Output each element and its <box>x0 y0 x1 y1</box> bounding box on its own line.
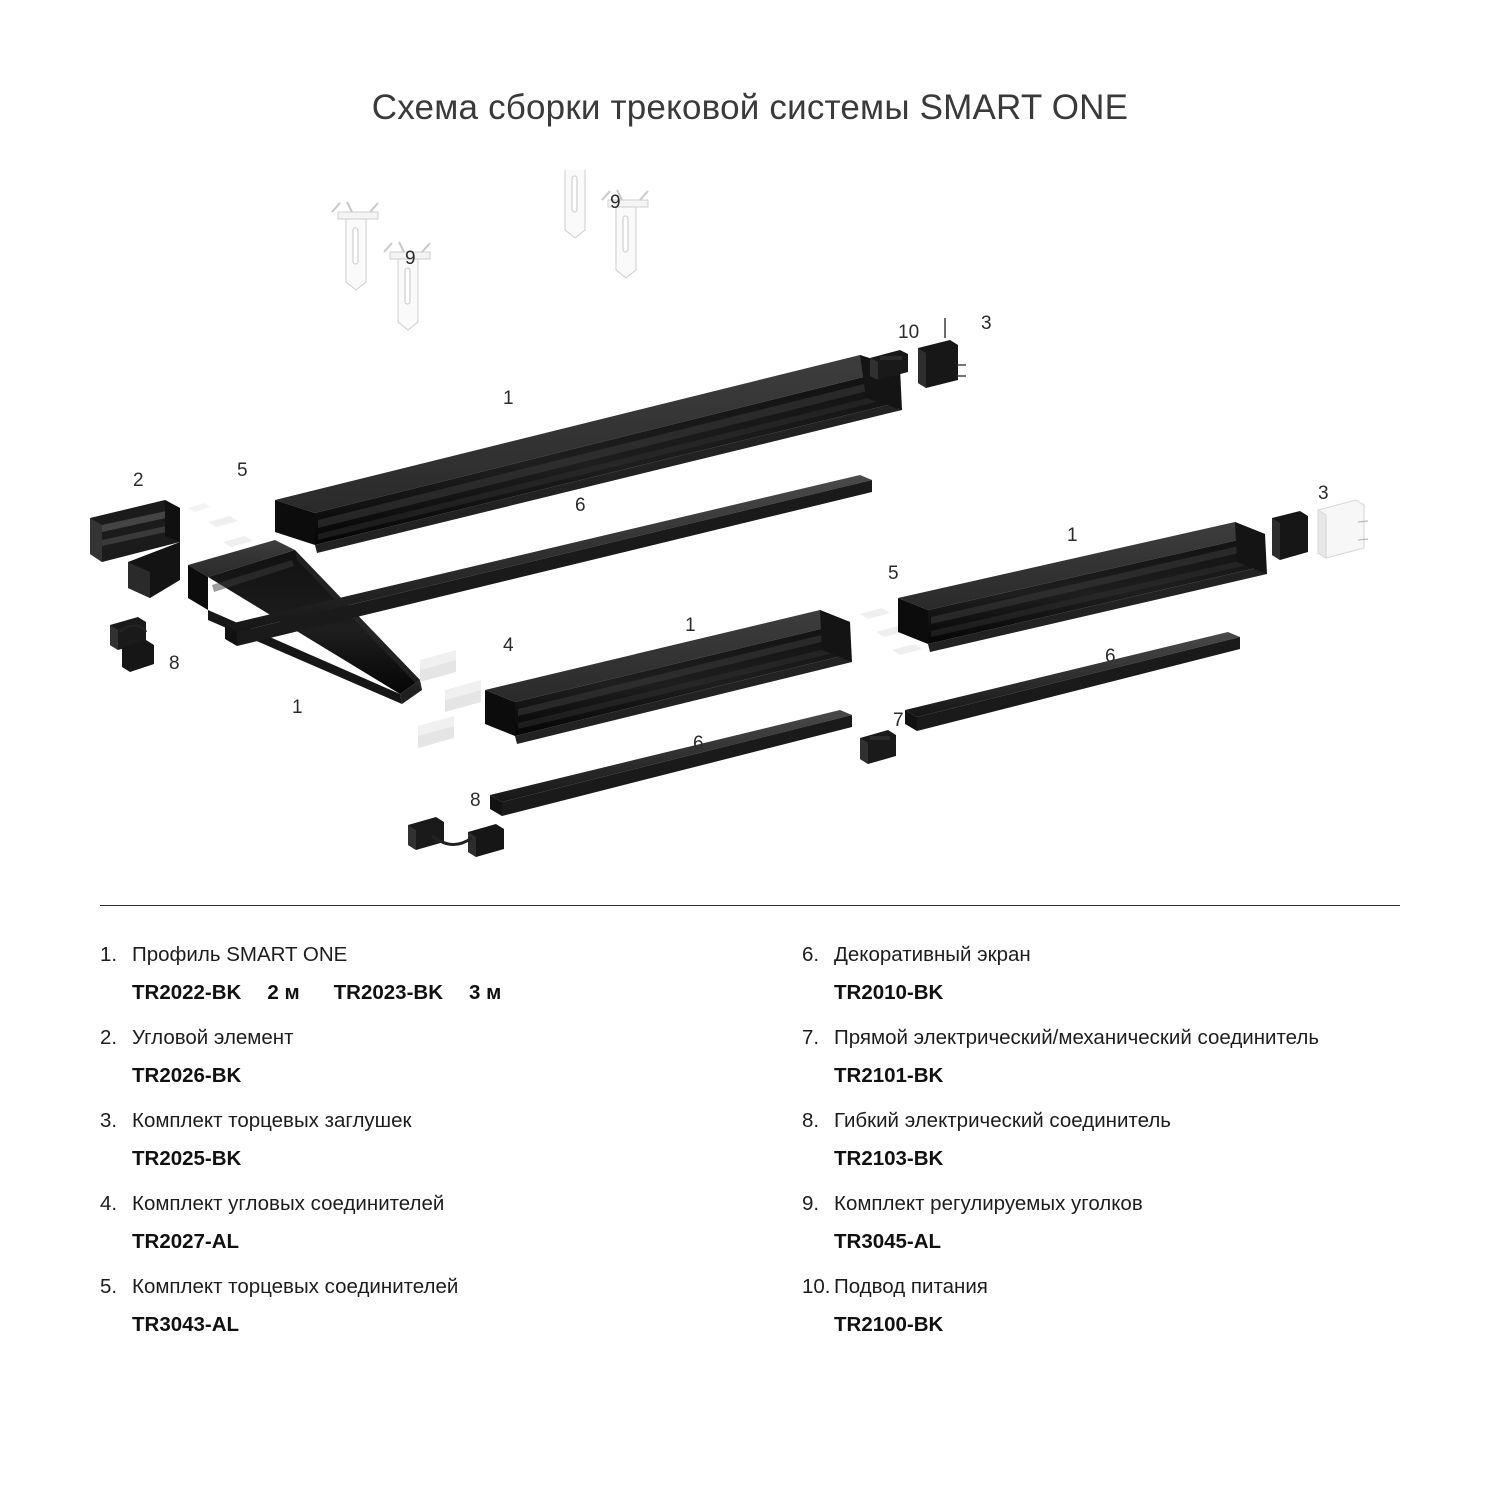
callout-3-top: 3 <box>981 313 992 334</box>
legend-item-2-index: 2. <box>100 1026 118 1049</box>
legend-item-6-code: TR2010-BK <box>834 981 944 1004</box>
legend-item-8-index: 8. <box>802 1109 820 1132</box>
legend-item-9-index: 9. <box>802 1192 820 1215</box>
callout-9-b: 9 <box>610 192 621 213</box>
legend-item-7-title <box>802 1023 1420 1053</box>
legend-item-4-codes <box>100 1230 760 1254</box>
adjustable-bracket <box>332 202 378 290</box>
legend-item-3-code: TR2025-BK <box>132 1147 242 1170</box>
legend-item-5-name: Комплект торцевых соединителей <box>132 1275 459 1298</box>
legend-item-2-code: TR2026-BK <box>132 1064 242 1087</box>
legend-item-7-name: Прямой электрический/механический соединитель <box>834 1026 1320 1049</box>
straight-connector <box>860 730 896 764</box>
legend-item-7-codes <box>802 1064 1420 1088</box>
legend-item-1-codes <box>100 981 760 1005</box>
legend-item-3-name: Комплект торцевых заглушек <box>132 1109 412 1132</box>
callout-1-right: 1 <box>1067 525 1078 546</box>
legend-item-4-name: Комплект угловых соединителей <box>132 1192 445 1215</box>
legend <box>100 940 1420 1355</box>
adjustable-bracket <box>557 170 597 238</box>
callout-5-right: 5 <box>888 563 899 584</box>
callout-6-bottom: 6 <box>693 733 704 754</box>
legend-item-4 <box>100 1189 760 1254</box>
profile-track-right <box>898 522 1267 652</box>
assembly-diagram <box>60 170 1440 900</box>
legend-item-9-name: Комплект регулируемых уголков <box>834 1192 1143 1215</box>
legend-item-3-title <box>100 1106 760 1136</box>
legend-item-6-index: 6. <box>802 943 820 966</box>
legend-item-4-index: 4. <box>100 1192 118 1215</box>
legend-item-8-name: Гибкий электрический соединитель <box>834 1109 1171 1132</box>
legend-item-1-title <box>100 940 760 970</box>
callout-5-left: 5 <box>237 460 248 481</box>
legend-item-7-code: TR2101-BK <box>834 1064 944 1087</box>
profile-track-top <box>275 355 902 553</box>
callout-1-middle: 1 <box>685 615 696 636</box>
legend-item-8-codes <box>802 1147 1420 1171</box>
legend-item-8 <box>802 1106 1420 1171</box>
legend-item-10-code: TR2100-BK <box>834 1313 944 1336</box>
legend-item-1-length: 2 м <box>267 981 300 1004</box>
legend-item-7 <box>802 1023 1420 1088</box>
callout-6-right: 6 <box>1105 646 1116 667</box>
legend-item-1-code2: TR2023-BK <box>333 981 444 1004</box>
power-feed <box>870 350 908 380</box>
legend-item-3-codes <box>100 1147 760 1171</box>
callout-8-left: 8 <box>169 653 180 674</box>
legend-item-5 <box>100 1272 760 1337</box>
callout-10: 10 <box>898 322 920 343</box>
legend-column-left <box>100 940 760 1355</box>
legend-item-10-index: 10. <box>802 1275 831 1298</box>
legend-item-5-index: 5. <box>100 1275 118 1298</box>
legend-item-5-codes <box>100 1313 760 1337</box>
legend-item-1 <box>100 940 760 1005</box>
corner-element <box>90 500 180 598</box>
legend-item-9-title <box>802 1189 1420 1219</box>
legend-item-4-code: TR2027-AL <box>132 1230 240 1253</box>
legend-item-3 <box>100 1106 760 1171</box>
diagram-svg <box>60 170 1440 900</box>
legend-item-4-title <box>100 1189 760 1219</box>
callout-9-a: 9 <box>405 248 416 269</box>
legend-item-6-name: Декоративный экран <box>834 943 1031 966</box>
flex-connector-left <box>110 617 154 672</box>
callout-7: 7 <box>893 710 904 731</box>
legend-item-1-name: Профиль SMART ONE <box>132 943 348 966</box>
callout-1-left: 1 <box>292 697 303 718</box>
divider <box>100 905 1400 906</box>
callout-3-right: 3 <box>1318 483 1329 504</box>
legend-item-10-codes <box>802 1313 1420 1337</box>
callout-8-bottom: 8 <box>470 790 481 811</box>
legend-item-6-title <box>802 940 1420 970</box>
legend-item-1-length2: 3 м <box>469 981 502 1004</box>
legend-item-6-codes <box>802 981 1420 1005</box>
callout-1-top: 1 <box>503 388 514 409</box>
legend-item-5-code: TR3043-AL <box>132 1313 240 1336</box>
legend-item-3-index: 3. <box>100 1109 118 1132</box>
callout-4: 4 <box>503 635 514 656</box>
legend-item-9-code: TR3045-AL <box>834 1230 942 1253</box>
end-cap-top <box>918 318 966 388</box>
corner-connector-set <box>418 650 481 748</box>
end-cap-right <box>1272 500 1368 560</box>
legend-item-10 <box>802 1272 1420 1337</box>
legend-item-9 <box>802 1189 1420 1254</box>
legend-item-2-name: Угловой элемент <box>132 1026 294 1049</box>
legend-item-8-title <box>802 1106 1420 1136</box>
callout-6-top: 6 <box>575 495 586 516</box>
legend-item-2-codes <box>100 1064 760 1088</box>
legend-column-right <box>760 940 1420 1355</box>
legend-item-5-title <box>100 1272 760 1302</box>
legend-item-7-index: 7. <box>802 1026 820 1049</box>
legend-item-10-title <box>802 1272 1420 1302</box>
adjustable-bracket-group-right <box>557 170 648 278</box>
legend-item-10-name: Подвод питания <box>834 1275 988 1298</box>
legend-item-2-title <box>100 1023 760 1053</box>
flex-connector-bottom <box>408 817 504 857</box>
page-title: Схема сборки трековой системы SMART ONE <box>371 88 1129 127</box>
legend-item-6 <box>802 940 1420 1005</box>
legend-item-2 <box>100 1023 760 1088</box>
callout-2: 2 <box>133 470 144 491</box>
legend-item-8-code: TR2103-BK <box>834 1147 944 1170</box>
legend-item-1-code: TR2022-BK <box>132 981 242 1004</box>
legend-item-9-codes <box>802 1230 1420 1254</box>
decor-screen-right <box>905 632 1240 731</box>
adjustable-bracket <box>602 190 648 278</box>
legend-item-1-index: 1. <box>100 943 118 966</box>
